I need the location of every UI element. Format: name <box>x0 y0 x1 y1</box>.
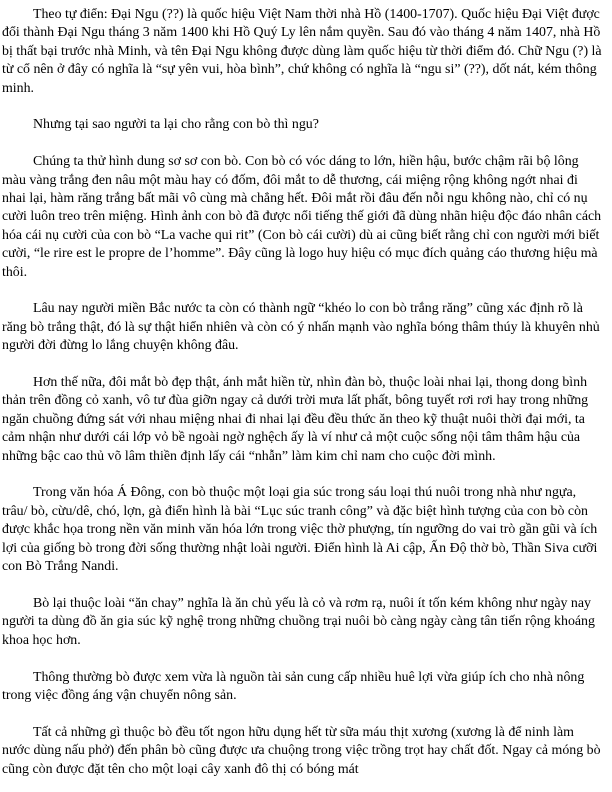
paragraph-5: Hơn thế nữa, đôi mắt bò đẹp thật, ánh mắt hiền từ, nhìn đàn bò, thuộc loài nhai lại, thong dong bình thản trên đồng cỏ xanh, vô tư đùa giỡn ngay cả dưới trời mưa lất phất, bông tuyết rơi rơi hay trong những ngăn chuồng đứng sát với nhau miệng nhai đi nhai lại đều đều thức ăn theo kỹ thuật nuôi thời đại mới, ta cảm nhận như dưới cái lớp vỏ bề ngoài ngờ nghệch ấy là ví như cả một cuộc sống nội tâm thâm hậu của những bậc cao thủ võ lâm thiền định lấy cái “nhẫn” làm kim chỉ nam cho cuộc đời mình. <box>2 375 589 464</box>
document-body <box>2 6 602 792</box>
paragraph-4: Lâu nay người miền Bắc nước ta còn có thành ngữ “khéo lo con bò trắng răng” cũng xác định rõ là răng bò trắng thật, đó là sự thật hiển nhiên và còn có ý nhấn mạnh vào nghĩa bóng thâm thúy là khuyên nhủ người đời đừng lo lắng chuyện không đâu. <box>2 301 600 354</box>
paragraph-1: Theo tự điển: Đại Ngu (??) là quốc hiệu Việt Nam thời nhà Hồ (1400-1707). Quốc hiệu Đại Việt được đổi thành Đại Ngu tháng 3 năm 1400 khi Hồ Quý Ly lên nắm quyền. Sau đó vào tháng 4 năm 1407, nhà Hồ bị thất bại trước nhà Minh, và tên Đại Ngu không được dùng làm quốc hiệu từ thời điểm đó. Chữ Ngu (?) là từ cổ nên ở đây có nghĩa là “sự yên vui, hòa bình”, chứ không có nghĩa là “ngu si” (??), dốt nát, kém thông minh. <box>2 7 602 96</box>
paragraph-9: Tất cả những gì thuộc bò đều tốt ngon hữu dụng hết từ sữa máu thịt xương (xương là để ninh làm nước dùng nấu phở) đến phân bò cũng được ưa chuộng trong việc trồng trọt hay chất đốt. Ngay cả móng bò cũng còn được đặt tên cho một loại cây xanh đô thị có bóng mát <box>2 724 601 777</box>
paragraph-2: Nhưng tại sao người ta lại cho rằng con bò thì ngu? <box>33 117 319 133</box>
paragraph-3: Chúng ta thử hình dung sơ sơ con bò. Con bò có vóc dáng to lớn, hiền hậu, bước chậm rãi bộ lông màu vàng trắng đen nâu một màu hay có đốm, đôi mắt to dễ thương, cái miệng rộng không ngớt nhai đi nhai lại, hàm răng trắng bất mãi vô cùng mà chẳng hết. Đôi mắt rồi đâu đến nỗi ngu không nào, chỉ có nụ cười luôn treo trên miệng. Hình ảnh con bò đã được nổi tiếng thế giới đã dùng nhãn hiệu độc đáo nhân cách hóa cái nụ cười của con bò “La vache qui rit” (Con bò cái cười) dù ai cũng biết rằng chỉ con người mới biết cười, “le rire est le propre de l’homme”. Đây cũng là logo huy hiệu có mục đích quảng cáo thương hiệu mà thôi. <box>2 154 602 280</box>
paragraph-7: Bò lại thuộc loài “ăn chay” nghĩa là ăn chủ yếu là cỏ và rơm rạ, nuôi ít tốn kém không như ngày nay người ta dùng đồ ăn gia súc kỹ nghệ trong những chuồng trại nuôi bò càng ngày càng tân tiến rộng khoáng khoa học hơn. <box>2 595 595 648</box>
paragraph-8: Thông thường bò được xem vừa là nguồn tài sản cung cấp nhiều huê lợi vừa giúp ích cho nhà nông trong việc đồng áng vận chuyển nông sản. <box>2 669 585 703</box>
paragraph-6: Trong văn hóa Á Đông, con bò thuộc một loại gia súc trong sáu loại thú nuôi trong nhà như ngựa, trâu/ bò, cừu/dê, chó, lợn, gà điển hình là bài “Lục súc tranh công” và đặc biệt hình tượng của con bò còn được khắc họa trong nền văn minh văn hóa lớn trong việc thờ phượng, tín ngưỡng do vai trò gần gũi và ích lợi của giống bò trong đời sống thường nhật loài người. Điển hình là Ai cập, Ấn Độ thờ bò, Thần Siva cưỡi con Bò Trắng Nandi. <box>2 485 598 575</box>
